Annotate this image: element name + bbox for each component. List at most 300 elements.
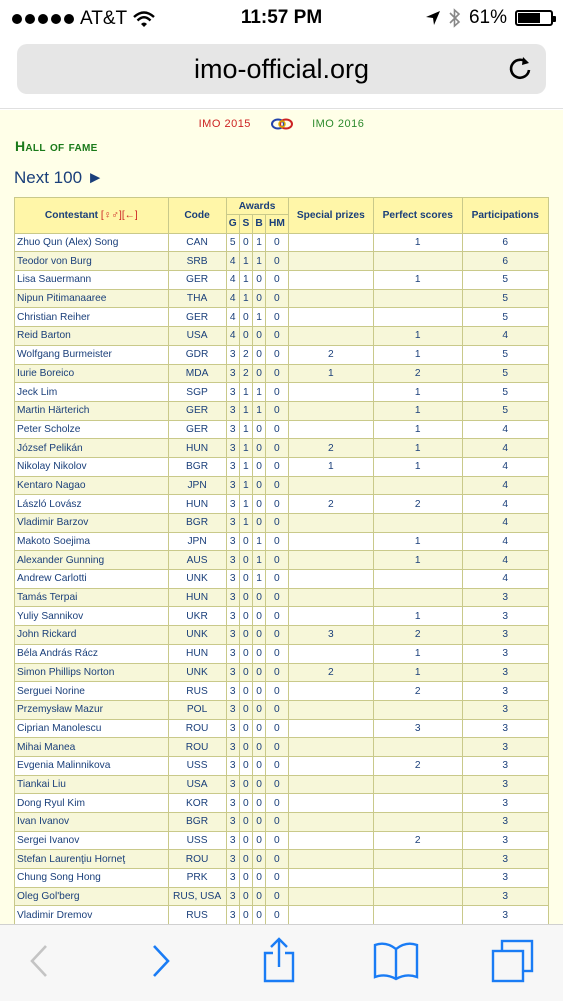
- hm-count: 0: [266, 233, 288, 252]
- contestant-name[interactable]: [15, 719, 169, 738]
- contestant-link[interactable]: Kentaro Nagao: [17, 479, 86, 491]
- country-code: CAN: [168, 233, 226, 252]
- country-code: MDA: [168, 364, 226, 383]
- contestant-name[interactable]: [15, 831, 169, 850]
- hm-count: 0: [266, 420, 288, 439]
- contestant-name[interactable]: [15, 364, 169, 383]
- silver-count: 1: [239, 457, 252, 476]
- perfect-scores-count: [374, 289, 462, 308]
- contestant-link[interactable]: Reid Barton: [17, 330, 71, 342]
- table-row: [15, 364, 549, 383]
- silver-count: 1: [239, 476, 252, 495]
- participations-count: 3: [462, 607, 549, 626]
- table-row: [15, 775, 549, 794]
- perfect-scores-count: 1: [374, 327, 462, 346]
- perfect-scores-count: 1: [374, 551, 462, 570]
- contestant-link[interactable]: Alexander Gunning: [17, 554, 105, 566]
- hm-count: 0: [266, 308, 288, 327]
- hm-count: 0: [266, 813, 288, 832]
- contestant-name[interactable]: [15, 570, 169, 589]
- gold-count: 3: [226, 756, 239, 775]
- hm-count: 0: [266, 514, 288, 533]
- participations-count: 4: [462, 514, 549, 533]
- contestant-link[interactable]: Makoto Soejima: [17, 536, 91, 548]
- country-code: RUS: [168, 682, 226, 701]
- perfect-scores-count: [374, 514, 462, 533]
- special-prizes-count: [288, 327, 373, 346]
- contestant-link[interactable]: Teodor von Burg: [17, 255, 92, 267]
- hm-count: 0: [266, 476, 288, 495]
- bronze-count: 1: [252, 570, 265, 589]
- contestant-name[interactable]: [15, 869, 169, 888]
- bronze-count: 1: [252, 551, 265, 570]
- table-row: [15, 719, 549, 738]
- contestant-link[interactable]: Tamás Terpai: [17, 592, 78, 604]
- special-prizes-count: [288, 607, 373, 626]
- special-prizes-count: [288, 308, 373, 327]
- contestant-link[interactable]: Oleg Gol'berg: [17, 891, 80, 903]
- contestant-link[interactable]: Wolfgang Burmeister: [17, 349, 112, 361]
- hm-count: 0: [266, 626, 288, 645]
- participations-count: 5: [462, 289, 549, 308]
- carrier-label: AT&T: [80, 8, 128, 29]
- participations-count: 4: [462, 495, 549, 514]
- gold-count: 3: [226, 570, 239, 589]
- silver-count: 0: [239, 719, 252, 738]
- perfect-scores-count: 1: [374, 401, 462, 420]
- book-icon[interactable]: [373, 941, 419, 981]
- contestant-name[interactable]: [15, 439, 169, 458]
- participations-header[interactable]: Participations: [462, 198, 549, 234]
- silver-count: 0: [239, 588, 252, 607]
- hm-count: 0: [266, 532, 288, 551]
- table-row: [15, 495, 549, 514]
- contestant-name[interactable]: [15, 476, 169, 495]
- perfect-scores-count: 2: [374, 682, 462, 701]
- country-code: JPN: [168, 532, 226, 551]
- contestant-name[interactable]: [15, 345, 169, 364]
- gender-sort-links[interactable]: [♀♂][←]: [100, 209, 138, 221]
- special-prizes-count: [288, 700, 373, 719]
- contestant-name[interactable]: [15, 514, 169, 533]
- contestant-link[interactable]: Simon Phillips Norton: [17, 666, 115, 678]
- gold-count: 3: [226, 345, 239, 364]
- contestant-link[interactable]: Sergei Ivanov: [17, 835, 80, 847]
- special-prizes-count: [288, 682, 373, 701]
- participations-count: 3: [462, 756, 549, 775]
- gold-count: 3: [226, 831, 239, 850]
- participations-count: 5: [462, 271, 549, 290]
- silver-count: 0: [239, 682, 252, 701]
- silver-count: 0: [239, 906, 252, 924]
- bronze-count: 0: [252, 813, 265, 832]
- contestant-header-label[interactable]: Contestant: [44, 209, 99, 221]
- contestant-link[interactable]: Peter Scholze: [17, 423, 81, 435]
- special-prizes-count: [288, 775, 373, 794]
- special-prizes-count: [288, 906, 373, 924]
- contestant-link[interactable]: Lisa Sauermann: [17, 274, 92, 286]
- bronze-count: 0: [252, 756, 265, 775]
- bronze-count: 0: [252, 289, 265, 308]
- gold-count: 3: [226, 401, 239, 420]
- clock: 11:57 PM: [240, 7, 323, 28]
- gold-count: 3: [226, 383, 239, 402]
- special-prizes-count: 1: [288, 364, 373, 383]
- contestant-link[interactable]: Yuliy Sannikov: [17, 610, 84, 622]
- special-prizes-count: [288, 289, 373, 308]
- hm-count: 0: [266, 364, 288, 383]
- contestant-link[interactable]: Ciprian Manolescu: [17, 722, 102, 734]
- special-prizes-header[interactable]: Special prizes: [288, 198, 373, 234]
- gold-count: 3: [226, 775, 239, 794]
- table-row: [15, 401, 549, 420]
- bronze-count: 0: [252, 794, 265, 813]
- gold-count: 3: [226, 906, 239, 924]
- bronze-count: 0: [252, 682, 265, 701]
- contestant-name[interactable]: [15, 308, 169, 327]
- prev-imo-link[interactable]: IMO 2015: [198, 118, 251, 130]
- bronze-count: 0: [252, 869, 265, 888]
- contestant-link[interactable]: Ivan Ivanov: [17, 816, 70, 828]
- bronze-count: 0: [252, 906, 265, 924]
- hall-of-fame-table: [14, 197, 549, 924]
- country-code: ROU: [168, 719, 226, 738]
- table-row: [15, 252, 549, 271]
- hm-count: 0: [266, 738, 288, 757]
- silver-count: 0: [239, 794, 252, 813]
- contestant-name[interactable]: [15, 383, 169, 402]
- contestant-name[interactable]: [15, 495, 169, 514]
- hm-count: 0: [266, 570, 288, 589]
- contestant-link[interactable]: László Lovász: [17, 498, 82, 510]
- participations-count: 3: [462, 831, 549, 850]
- table-row: [15, 514, 549, 533]
- participations-count: 5: [462, 401, 549, 420]
- gold-count: 4: [226, 271, 239, 290]
- contestant-name[interactable]: [15, 850, 169, 869]
- perfect-scores-count: 1: [374, 644, 462, 663]
- honourable-mention-header[interactable]: HM: [266, 215, 288, 234]
- hm-count: 0: [266, 457, 288, 476]
- gold-count: 5: [226, 233, 239, 252]
- country-code: HUN: [168, 644, 226, 663]
- gold-count: 3: [226, 644, 239, 663]
- gold-count: 3: [226, 439, 239, 458]
- contestant-name[interactable]: [15, 457, 169, 476]
- contestant-link[interactable]: Nipun Pitimanaaree: [17, 293, 107, 305]
- participations-count: 3: [462, 588, 549, 607]
- special-prizes-count: [288, 383, 373, 402]
- table-row: [15, 700, 549, 719]
- silver-count: 1: [239, 439, 252, 458]
- contestant-name[interactable]: [15, 663, 169, 682]
- contestant-link[interactable]: József Pelikán: [17, 442, 83, 454]
- table-row: [15, 588, 549, 607]
- gold-count: 3: [226, 719, 239, 738]
- perfect-scores-count: 2: [374, 626, 462, 645]
- participations-count: 3: [462, 719, 549, 738]
- gold-count: 3: [226, 588, 239, 607]
- hm-count: 0: [266, 756, 288, 775]
- special-prizes-count: [288, 794, 373, 813]
- hm-count: 0: [266, 401, 288, 420]
- contestant-name[interactable]: [15, 588, 169, 607]
- silver-count: 0: [239, 532, 252, 551]
- special-prizes-count: [288, 738, 373, 757]
- bronze-count: 0: [252, 719, 265, 738]
- silver-count: 0: [239, 644, 252, 663]
- chevron-left-icon[interactable]: [28, 943, 50, 979]
- contestant-link[interactable]: Christian Reiher: [17, 311, 91, 323]
- contestant-link[interactable]: Martin Härterich: [17, 405, 90, 417]
- table-row: [15, 831, 549, 850]
- gold-count: 3: [226, 364, 239, 383]
- contestant-link[interactable]: Evgenia Malinnikova: [17, 760, 111, 772]
- bronze-count: 0: [252, 495, 265, 514]
- silver-count: 0: [239, 738, 252, 757]
- contestant-link[interactable]: Przemysław Mazur: [17, 704, 104, 716]
- special-prizes-count: [288, 869, 373, 888]
- participations-count: 3: [462, 682, 549, 701]
- contestant-link[interactable]: John Rickard: [17, 629, 77, 641]
- contestant-name[interactable]: [15, 252, 169, 271]
- bronze-count: 0: [252, 644, 265, 663]
- contestant-name[interactable]: [15, 327, 169, 346]
- perfect-scores-count: 1: [374, 607, 462, 626]
- contestant-name[interactable]: [15, 532, 169, 551]
- contestant-name[interactable]: [15, 420, 169, 439]
- contestant-name[interactable]: [15, 551, 169, 570]
- silver-count: 0: [239, 850, 252, 869]
- participations-count: 5: [462, 345, 549, 364]
- contestant-link[interactable]: Jeck Lim: [17, 386, 58, 398]
- contestant-link[interactable]: Tiankai Liu: [17, 778, 66, 790]
- contestant-name[interactable]: [15, 813, 169, 832]
- table-row: [15, 233, 549, 252]
- contestant-name[interactable]: [15, 271, 169, 290]
- share-icon[interactable]: [262, 937, 296, 983]
- contestant-link[interactable]: Dong Ryul Kim: [17, 797, 85, 809]
- bronze-count: 0: [252, 775, 265, 794]
- bronze-count: 0: [252, 476, 265, 495]
- contestant-header[interactable]: [15, 198, 169, 234]
- contestant-name[interactable]: [15, 682, 169, 701]
- contestant-name[interactable]: [15, 626, 169, 645]
- silver-count: 1: [239, 383, 252, 402]
- hm-count: 0: [266, 252, 288, 271]
- country-code: SRB: [168, 252, 226, 271]
- country-code: UNK: [168, 570, 226, 589]
- silver-count: 0: [239, 887, 252, 906]
- participations-count: 4: [462, 532, 549, 551]
- bronze-count: 0: [252, 887, 265, 906]
- special-prizes-count: 1: [288, 457, 373, 476]
- country-code: BGR: [168, 514, 226, 533]
- contestant-link[interactable]: Béla András Rácz: [17, 648, 98, 660]
- table-row: [15, 271, 549, 290]
- perfect-scores-count: 1: [374, 271, 462, 290]
- address-bar[interactable]: [17, 44, 546, 94]
- bronze-count: 0: [252, 588, 265, 607]
- table-row: [15, 457, 549, 476]
- participations-count: 4: [462, 420, 549, 439]
- perfect-scores-count: [374, 476, 462, 495]
- contestant-link[interactable]: Stefan Laurenţiu Horneţ: [17, 853, 126, 865]
- country-code: USA: [168, 327, 226, 346]
- gold-count: 3: [226, 794, 239, 813]
- silver-count: 1: [239, 420, 252, 439]
- special-prizes-count: [288, 514, 373, 533]
- silver-count: 1: [239, 289, 252, 308]
- special-prizes-count: [288, 588, 373, 607]
- country-code: GER: [168, 271, 226, 290]
- gold-count: 4: [226, 289, 239, 308]
- chevron-right-icon[interactable]: [150, 943, 172, 979]
- hm-count: 0: [266, 289, 288, 308]
- perfect-scores-count: 1: [374, 383, 462, 402]
- country-code: GER: [168, 308, 226, 327]
- table-row: [15, 663, 549, 682]
- location-arrow-icon: [425, 10, 441, 26]
- silver-header[interactable]: S: [239, 215, 252, 234]
- silver-count: 2: [239, 345, 252, 364]
- gold-count: 3: [226, 850, 239, 869]
- browser-toolbar: [0, 924, 563, 1001]
- gold-count: 3: [226, 495, 239, 514]
- table-row: [15, 345, 549, 364]
- contestant-name[interactable]: [15, 775, 169, 794]
- silver-count: 0: [239, 700, 252, 719]
- perfect-scores-header[interactable]: Perfect scores: [374, 198, 462, 234]
- gold-count: 3: [226, 514, 239, 533]
- gold-count: 3: [226, 869, 239, 888]
- table-row: [15, 644, 549, 663]
- special-prizes-count: [288, 887, 373, 906]
- special-prizes-count: [288, 532, 373, 551]
- bronze-count: 0: [252, 607, 265, 626]
- gold-count: 3: [226, 663, 239, 682]
- bronze-count: 0: [252, 738, 265, 757]
- silver-count: 0: [239, 607, 252, 626]
- participations-count: 3: [462, 626, 549, 645]
- tabs-icon[interactable]: [490, 939, 536, 983]
- hm-count: 0: [266, 700, 288, 719]
- hm-count: 0: [266, 775, 288, 794]
- country-code: HUN: [168, 495, 226, 514]
- gold-count: 3: [226, 682, 239, 701]
- silver-count: 1: [239, 495, 252, 514]
- participations-count: 5: [462, 383, 549, 402]
- contestant-name[interactable]: [15, 233, 169, 252]
- perfect-scores-count: [374, 738, 462, 757]
- contestant-name[interactable]: [15, 887, 169, 906]
- bronze-count: 1: [252, 401, 265, 420]
- contestant-link[interactable]: Vladimir Barzov: [17, 517, 89, 529]
- hm-count: 0: [266, 850, 288, 869]
- contestant-name[interactable]: [15, 289, 169, 308]
- perfect-scores-count: 2: [374, 495, 462, 514]
- silver-count: 1: [239, 252, 252, 271]
- contestant-name[interactable]: [15, 700, 169, 719]
- contestant-name[interactable]: [15, 401, 169, 420]
- contestant-link[interactable]: Andrew Carlotti: [17, 573, 87, 585]
- contestant-link[interactable]: Serguei Norine: [17, 685, 85, 697]
- contestant-name[interactable]: [15, 644, 169, 663]
- bronze-count: 0: [252, 514, 265, 533]
- bronze-count: 0: [252, 663, 265, 682]
- perfect-scores-count: 1: [374, 420, 462, 439]
- contestant-name[interactable]: [15, 756, 169, 775]
- hm-count: 0: [266, 831, 288, 850]
- contestant-link[interactable]: Chung Song Hong: [17, 872, 101, 884]
- gold-count: 3: [226, 626, 239, 645]
- country-code: SGP: [168, 383, 226, 402]
- bronze-count: 1: [252, 252, 265, 271]
- country-code: USA: [168, 775, 226, 794]
- country-code: USS: [168, 831, 226, 850]
- gold-count: 3: [226, 607, 239, 626]
- country-code: ROU: [168, 850, 226, 869]
- country-code: ROU: [168, 738, 226, 757]
- special-prizes-count: [288, 831, 373, 850]
- country-code: UKR: [168, 607, 226, 626]
- next-imo-link[interactable]: IMO 2016: [312, 118, 365, 130]
- bronze-count: 0: [252, 364, 265, 383]
- bronze-count: 0: [252, 271, 265, 290]
- perfect-scores-count: [374, 887, 462, 906]
- bronze-header[interactable]: B: [252, 215, 265, 234]
- perfect-scores-count: 1: [374, 457, 462, 476]
- contestant-link[interactable]: Iurie Boreico: [17, 367, 75, 379]
- special-prizes-count: 2: [288, 345, 373, 364]
- participations-count: 3: [462, 700, 549, 719]
- next-100-link[interactable]: Next 100 ►: [14, 168, 104, 187]
- gold-header[interactable]: G: [226, 215, 239, 234]
- hm-count: 0: [266, 794, 288, 813]
- special-prizes-count: [288, 813, 373, 832]
- contestant-name[interactable]: [15, 794, 169, 813]
- table-row: [15, 308, 549, 327]
- contestant-link[interactable]: Mihai Manea: [17, 741, 76, 753]
- code-header[interactable]: Code: [168, 198, 226, 234]
- hm-count: 0: [266, 551, 288, 570]
- special-prizes-count: 3: [288, 626, 373, 645]
- bronze-count: 0: [252, 626, 265, 645]
- hm-count: 0: [266, 663, 288, 682]
- country-code: UNK: [168, 626, 226, 645]
- hm-count: 0: [266, 588, 288, 607]
- table-row: [15, 551, 549, 570]
- special-prizes-count: [288, 756, 373, 775]
- contestant-link[interactable]: Zhuo Qun (Alex) Song: [17, 237, 119, 249]
- silver-count: 0: [239, 756, 252, 775]
- contestant-name[interactable]: [15, 738, 169, 757]
- perfect-scores-count: 1: [374, 663, 462, 682]
- contestant-name[interactable]: [15, 906, 169, 924]
- table-row: [15, 420, 549, 439]
- contestant-link[interactable]: Nikolay Nikolov: [17, 461, 87, 473]
- special-prizes-count: [288, 233, 373, 252]
- participations-count: 3: [462, 644, 549, 663]
- contestant-link[interactable]: Vladimir Dremov: [17, 909, 93, 921]
- perfect-scores-count: [374, 700, 462, 719]
- url-text[interactable]: imo-official.org: [193, 54, 370, 84]
- reload-icon[interactable]: [506, 54, 534, 82]
- silver-count: 1: [239, 514, 252, 533]
- contestant-name[interactable]: [15, 607, 169, 626]
- web-page: [0, 110, 563, 924]
- bronze-count: 0: [252, 700, 265, 719]
